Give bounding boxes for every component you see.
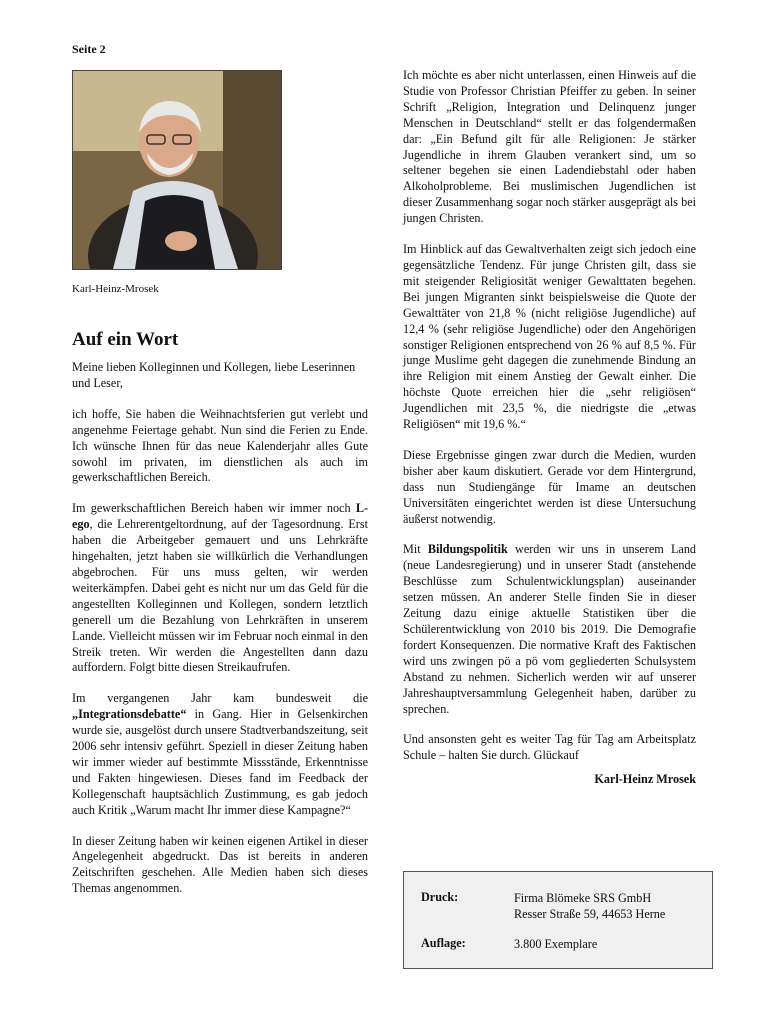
paragraph-8: Mit Bildungspolitik werden wir uns in unserem Land (neue Landesregierung) und in unserer Stadt (anstehende Beschlüsse zum Schulentwicklungsplan) auseinander setzen müssen. An anderer Stelle finden Sie in dieser Zeitung dazu einige aktuelle Statistiken über die Schülerentwicklung von 2010 bis 2019. Die Demografie fordert Konsequenzen. Die normative Kraft des Faktischen wird uns zwingen pö a pö vom gegliederten Schulsystem Abstand zu nehmen. Sicherlich werden wir auf unserer Jahreshauptversammlung Gelegenheit haben, darüber zu sprechen. (403, 542, 697, 716)
druck-value: Firma Blömeke SRS GmbH Resser Straße 59, 44653 Herne (514, 891, 666, 921)
article-title: Auf ein Wort (72, 329, 179, 350)
auflage-value: 3.800 Exemplare (514, 937, 598, 951)
auflage-label: Auflage: (421, 936, 466, 950)
author-signature: Karl-Heinz Mrosek (594, 772, 696, 787)
page-number-label: Seite 2 (72, 42, 106, 56)
lego-bold-term: L-ego (72, 501, 368, 532)
paragraph-9: Und ansonsten geht es weiter Tag für Tag am Arbeitsplatz Schule – halten Sie durch. Glückauf (403, 732, 696, 763)
right-column (403, 68, 696, 803)
paragraph-3: Im vergangenen Jahr kam bundesweit die „Integrationsdebatte“ in Gang. Hier in Gelsenkirchen wurde sie, ausgelöst durch unsere Stadtverbandszeitung, seit 2006 sehr intensiv geführt. Speziell in dieser Zeitung haben wir immer wieder auf bestimmte Missstände, Erkenntnisse und Fakten hingewiesen. Dieses fand im Feedback der Kollegenschaft hauptsächlich Zustimmung, es gab jedoch auch Kritik „Warum macht Ihr immer diese Kampagne?“ (72, 691, 368, 817)
left-column (72, 360, 368, 912)
paragraph-4: In dieser Zeitung haben wir keinen eigenen Artikel in dieser Angelegenheit abgedruckt. Das ist bereits in anderen Zeitschriften geschehen. Alle Medien haben sich dieses Themas angenommen. (72, 833, 368, 896)
paragraph-7: Diese Ergebnisse gingen zwar durch die Medien, wurden bisher aber kaum diskutiert. Gerade vor dem Hintergrund, dass nun Studiengänge für Imame an deutschen Universitäten eingerichtet werden ist diese Untersuchung äußerst notwendig. (403, 447, 696, 526)
photo-caption: Karl-Heinz-Mrosek (72, 283, 159, 295)
druck-label: Druck: (421, 890, 459, 904)
paragraph-2: Im gewerkschaftlichen Bereich haben wir immer noch L-ego, die Lehrerentgeltordnung, auf der Tagesordnung. Erst haben die Arbeitgeber gemauert und uns Lehrkräfte hingehalten, jetzt haben sie willkürlich die Verhandlungen abgebrochen. Für uns muss gelten, wir werden weiterkämpfen. Dabei geht es nicht nur um das Geld für die angestellten Kolleginnen und Kollegen, sondern letztlich generell um die Bezahlung von Lehrkräften in unserem Lande. Vielleicht müssen wir im Februar noch einmal in den Streik treten. Wir werden die Angestellten dann dazu auffordern. Folgt bitte diesen Streikaufrufen. (72, 501, 368, 675)
paragraph-1: ich hoffe, Sie haben die Weihnachtsferien gut verlebt und angenehme Feiertage gehabt. Nun sind die Ferien zu Ende. Ich wünsche Ihnen für das neue Kalenderjahr alles Gute sowohl im privaten, im dienstlichen als auch im gewerkschaftlichen Bereich. (72, 406, 368, 485)
paragraph-6: Im Hinblick auf das Gewaltverhalten zeigt sich jedoch eine gegensätzliche Tendenz. Für junge Christen gilt, dass sie mit steigender Religiosität weniger Gewalttaten begehen. Bei jungen Migranten sinkt beispielsweise die Quote der Gewalttäter von 21,8 % (nicht religiöse Jugendliche) auf 12,4 % (sehr religiöse Jugendliche) oder den Angehörigen sonstiger Religionen entsprechend von 26 % auf 8,5 %. Für junge Muslime geht dagegen die zunehmende Bindung an ihre Religion mit einem Anstieg der Gewalt einher. Die höchste Quote erreichen hier die „sehr religiösen“ Jugendlichen mit 23,5 %, die niedrigste die „etwas Religiösen“ mit 19,6 %.“ (403, 242, 696, 432)
integrationsdebatte-bold-term: „Integrationsdebatte“ (72, 707, 187, 722)
paragraph-5: Ich möchte es aber nicht unterlassen, einen Hinweis auf die Studie von Professor Christian Pfeiffer zu geben. In seiner Schrift „Religion, Integration und Delinquenz junger Menschen in Deutschland“ stellt er das folgendermaßen dar: „Ein Befund gilt für alle Religionen: Je stärker Jugendliche in ihrem Glauben verankert sind, um so seltener begehen sie einen Ladendiebstahl oder haben Alkoholprobleme. Bei muslimischen Jugendlichen ist dieser Zusammenhang sogar noch stärker ausgeprägt als bei jungen Christen. (403, 68, 696, 226)
imprint-box (403, 871, 713, 969)
author-portrait-image (73, 71, 281, 269)
bildungspolitik-bold-term: Bildungspolitik (427, 542, 508, 557)
author-photo (72, 70, 282, 270)
greeting-paragraph: Meine lieben Kolleginnen und Kollegen, liebe Leserinnen und Leser, (72, 360, 356, 390)
